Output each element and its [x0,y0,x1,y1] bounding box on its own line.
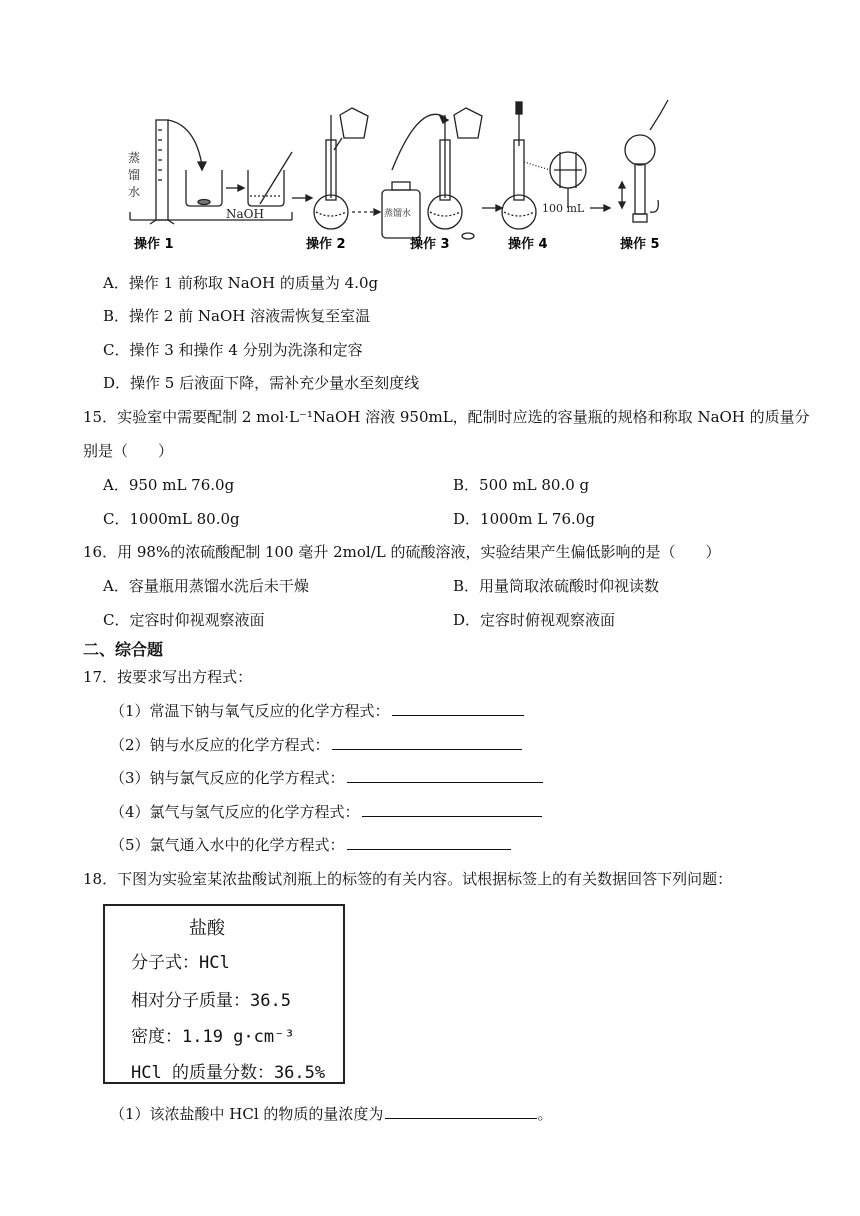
label-mass-fraction: HCl 的质量分数：36.5% [131,1063,326,1083]
q17-item-1 [110,700,524,721]
q14-option-c: C．操作 3 和操作 4 分别为洗涤和定容 [103,341,363,359]
q17-stem: 17．按要求写出方程式： [83,668,253,686]
side-label-3: 水 [128,185,141,199]
q15-option-d: D．1000m L 76.0g [453,510,595,528]
q16-stem: 16．用 98%的浓硫酸配制 100 毫升 2mol/L 的硫酸溶液，实验结果产生偏低影响的是（ ） [83,543,721,561]
q15-option-a: A．950 mL 76.0g [103,476,235,494]
q16-option-b: B．用量筒取浓硫酸时仰视读数 [453,577,660,595]
answer-blank[interactable] [347,767,543,783]
volume-mark: 100 mL [542,202,585,215]
answer-blank[interactable] [385,1103,537,1119]
op-label-4: 操作 4 [508,237,548,252]
answer-blank[interactable] [392,700,524,716]
q14-option-a: A．操作 1 前称取 NaOH 的质量为 4.0g [103,274,379,292]
q17-item-2 [110,734,522,755]
label-formula: 分子式：HCl [131,953,230,973]
q18-sub1-end: 。 [537,1105,553,1123]
label-molar-mass: 相对分子质量：36.5 [131,991,291,1011]
q14-option-b: B．操作 2 前 NaOH 溶液需恢复至室温 [103,307,371,325]
q17-item-1-text: （1）常温下钠与氧气反应的化学方程式： [110,702,390,720]
q15-option-b: B．500 mL 80.0 g [453,476,590,494]
q18-sub1 [110,1103,552,1124]
q15-option-c: C．1000mL 80.0g [103,510,240,528]
op-label-2: 操作 2 [306,237,346,252]
q17-item-4-text: （4）氯气与氢气反应的化学方程式： [110,803,360,821]
reagent-label-box [103,904,345,1084]
op-label-5: 操作 5 [620,237,660,252]
q15-stem-line1: 15．实验室中需要配制 2 mol·L⁻¹NaOH 溶液 950mL，配制时应选的容量瓶的规格和称取 NaOH 的质量分 [83,408,810,426]
q14-option-d: D．操作 5 后液面下降，需补充少量水至刻度线 [103,374,420,392]
label-title: 盐酸 [189,918,225,939]
q17-item-5 [110,834,511,855]
q17-item-5-text: （5）氯气通入水中的化学方程式： [110,836,345,854]
op-label-3: 操作 3 [410,237,450,252]
q17-item-4 [110,801,542,822]
q18-stem: 18．下图为实验室某浓盐酸试剂瓶上的标签的有关内容。试根据标签上的有关数据回答下列问题： [83,870,733,888]
q16-option-d: D．定容时俯视观察液面 [453,611,616,629]
experiment-operations-figure [120,90,680,260]
q17-item-3 [110,767,543,788]
answer-blank[interactable] [362,801,542,817]
side-label-1: 蒸 [128,151,141,165]
answer-blank[interactable] [332,734,522,750]
answer-blank[interactable] [347,834,511,850]
section-heading: 二、综合题 [83,640,164,659]
q15-stem-line2: 别是（ ） [83,442,174,460]
bottle-label: 蒸馏水 [384,209,412,219]
op-label-1: 操作 1 [134,237,174,252]
label-density: 密度：1.19 g·cm⁻³ [131,1027,295,1047]
q17-item-3-text: （3）钠与氯气反应的化学方程式： [110,769,345,787]
q18-sub1-text: （1）该浓盐酸中 HCl 的物质的量浓度为 [110,1105,384,1123]
naoh-label: NaOH [226,207,264,221]
q17-item-2-text: （2）钠与水反应的化学方程式： [110,736,330,754]
side-label-2: 馏 [128,168,141,182]
q16-option-c: C．定容时仰视观察液面 [103,611,265,629]
q16-option-a: A．容量瓶用蒸馏水洗后未干燥 [103,577,309,595]
